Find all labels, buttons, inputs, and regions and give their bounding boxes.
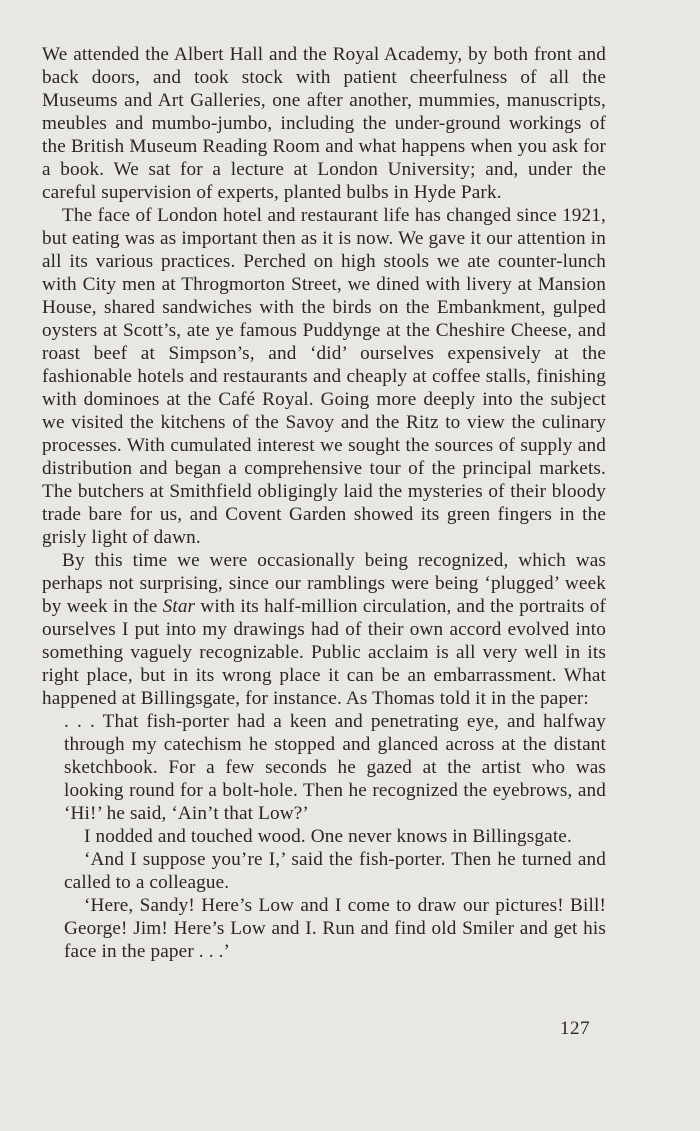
quote-paragraph-touched-wood: I nodded and touched wood. One never knows in Billingsgate.	[84, 826, 572, 847]
quoted-passage	[42, 710, 606, 963]
paragraph-recognition-start: By this time we were occasionally being recognized, which was perhaps not surprising, since our ramblings were being ‘plugged’ week by week in the	[42, 550, 606, 617]
paragraph-recognition	[42, 549, 606, 710]
quote-paragraph-here-sandy: ‘Here, Sandy! Here’s Low and I come to draw our pictures! Bill! George! Jim! Here’s Low and I. Run and find old Smiler and get his face in the paper . . .’	[64, 895, 606, 962]
paragraph-museums: We attended the Albert Hall and the Royal Academy, by both front and back doors, and took stock with patient cheerfulness of all the Museums and Art Galleries, one after another, mummies, manuscripts, meubles and mumbo-jumbo, including the under-ground workings of the British Museum Reading Room and what happens when you ask for a book. We sat for a lecture at London University; and, under the careful supervision of experts, planted bulbs in Hyde Park.	[42, 44, 606, 203]
body-text	[42, 43, 606, 963]
quote-paragraph-fish-porter: . . . That fish-porter had a keen and penetrating eye, and halfway through my catechism he stopped and glanced across at the distant sketchbook. For a few seconds he gazed at the artist who was looking round for a bolt-hole. Then he recognized the eyebrows, and ‘Hi!’ he said, ‘Ain’t that Low?’	[64, 711, 606, 824]
paragraph-recognition-end: with its half-million circulation, and the portraits of ourselves I put into my drawings had of their own accord evolved into something vaguely recognizable. Public acclaim is all very well in its right place, but in its wrong place it can be an embarrassment. What happened at Billingsgate, for instance. As Thomas told it in the paper:	[42, 596, 606, 709]
paragraph-dining: The face of London hotel and restaurant life has changed since 1921, but eating was as important then as it is now. We gave it our attention in all its various practices. Perched on high stools we ate counter-lunch with City men at Throgmorton Street, we dined with livery at Mansion House, shared sandwiches with the birds on the Embankment, gulped oysters at Scott’s, ate ye famous Puddynge at the Cheshire Cheese, and roast beef at Simpson’s, and ‘did’ ourselves expensively at the fashionable hotels and restaurants and cheaply at coffee stalls, finishing with dominoes at the Café Royal. Going more deeply into the subject we visited the kitchens of the Savoy and the Ritz to view the culinary processes. With cumulated interest we sought the sources of supply and distribution and began a comprehensive tour of the principal markets. The butchers at Smithfield obligingly laid the mysteries of their bloody trade bare for us, and Covent Garden showed its green fingers in the grisly light of dawn.	[42, 205, 606, 548]
newspaper-title-star: Star	[162, 596, 196, 617]
quote-paragraph-suppose: ‘And I suppose you’re I,’ said the fish-porter. Then he turned and called to a colleague.	[64, 849, 606, 893]
page-number: 127	[560, 1018, 590, 1039]
